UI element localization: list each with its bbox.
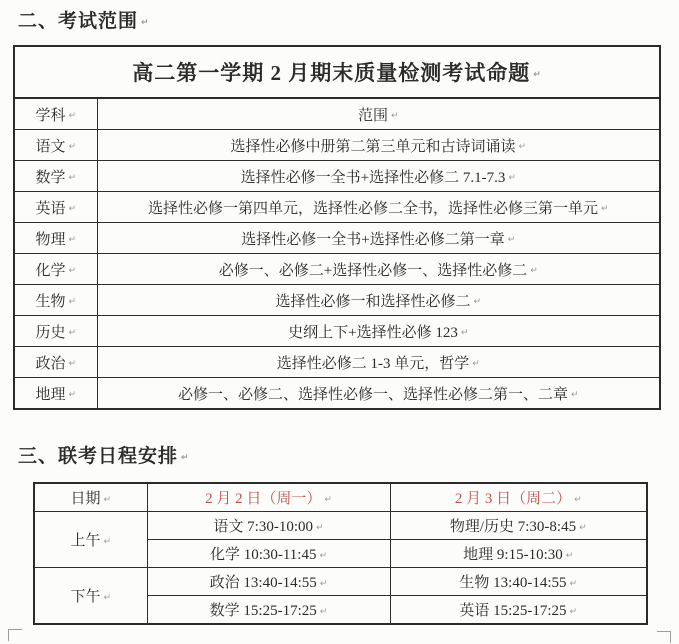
scope-cell bbox=[97, 254, 660, 285]
subject-cell bbox=[14, 161, 97, 192]
paragraph-mark: ↵ bbox=[574, 494, 582, 505]
scope-cell bbox=[97, 347, 660, 378]
table-row bbox=[14, 130, 660, 161]
paragraph-mark: ↵ bbox=[68, 173, 77, 184]
subject-text: 地理 bbox=[35, 386, 66, 403]
scope-text: 选择性必修一第四单元，选择性必修二全书，选择性必修三第一单元 bbox=[147, 200, 598, 217]
scope-text: 必修一、必修二+选择性必修一、选择性必修二 bbox=[218, 262, 528, 279]
paragraph-mark: ↵ bbox=[319, 578, 328, 589]
exam-slot-text: 生物 13:40-14:55 bbox=[459, 575, 567, 591]
paragraph-mark: ↵ bbox=[530, 266, 538, 277]
exam-slot-text: 地理 9:15-10:30 bbox=[463, 547, 563, 563]
subject-cell bbox=[14, 316, 97, 347]
paragraph-mark: ↵ bbox=[316, 522, 324, 533]
schedule-row bbox=[34, 512, 647, 540]
exam-slot-cell bbox=[390, 568, 647, 596]
paragraph-mark: ↵ bbox=[569, 578, 578, 589]
header-subject-text: 学科 bbox=[35, 107, 66, 124]
paragraph-mark: ↵ bbox=[68, 204, 77, 215]
scope-text: 必修一、必修二、选择性必修一、选择性必修二第一、二章 bbox=[177, 386, 568, 403]
scope-text: 选择性必修中册第二第三单元和古诗词诵读 bbox=[230, 138, 516, 155]
page-corner-mark bbox=[657, 631, 671, 643]
paragraph-mark: ↵ bbox=[579, 522, 587, 533]
paragraph-mark: ↵ bbox=[68, 111, 77, 122]
paragraph-mark: ↵ bbox=[141, 17, 150, 28]
table-header-row bbox=[14, 98, 660, 130]
exam-slot-cell bbox=[390, 512, 647, 540]
table-row bbox=[14, 347, 660, 378]
paragraph-mark: ↵ bbox=[460, 328, 469, 339]
scope-cell bbox=[97, 285, 660, 316]
subject-cell bbox=[14, 192, 97, 223]
subject-text: 数学 bbox=[35, 169, 66, 186]
table-row bbox=[14, 254, 660, 285]
paragraph-mark: ↵ bbox=[518, 142, 527, 153]
paragraph-mark: ↵ bbox=[68, 266, 77, 277]
exam-slot-text: 物理/历史 7:30-8:45 bbox=[449, 519, 577, 535]
morning-label-cell bbox=[34, 512, 147, 568]
paragraph-mark: ↵ bbox=[473, 297, 482, 308]
paragraph-mark: ↵ bbox=[565, 550, 574, 561]
exam-slot-cell bbox=[390, 596, 647, 625]
paragraph-mark: ↵ bbox=[68, 390, 77, 401]
paragraph-mark: ↵ bbox=[103, 592, 112, 603]
subject-cell bbox=[14, 223, 97, 254]
page-corner-mark bbox=[8, 629, 22, 641]
paragraph-mark: ↵ bbox=[103, 536, 112, 547]
table-title-cell bbox=[14, 46, 660, 98]
date-day1-text: 2 月 2 日（周一） bbox=[205, 491, 322, 507]
paragraph-mark: ↵ bbox=[507, 235, 516, 246]
exam-slot-cell bbox=[147, 540, 390, 568]
subject-text: 物理 bbox=[35, 231, 66, 248]
date-day2-cell bbox=[390, 483, 647, 512]
scope-cell bbox=[97, 316, 660, 347]
header-subject-cell bbox=[14, 98, 97, 130]
paragraph-mark: ↵ bbox=[390, 111, 399, 122]
subject-text: 语文 bbox=[35, 138, 66, 155]
exam-slot-text: 语文 7:30-10:00 bbox=[213, 519, 314, 535]
date-day1-cell bbox=[147, 483, 390, 512]
scope-cell bbox=[97, 378, 660, 410]
scope-cell bbox=[97, 130, 660, 161]
section-heading-schedule bbox=[18, 441, 190, 468]
schedule-row bbox=[34, 568, 647, 596]
table-row bbox=[14, 161, 660, 192]
exam-scope-table bbox=[13, 45, 661, 410]
subject-text: 英语 bbox=[35, 200, 66, 217]
exam-schedule-table bbox=[33, 482, 648, 625]
scope-text: 选择性必修一全书+选择性必修二第一章 bbox=[241, 231, 505, 248]
paragraph-mark: ↵ bbox=[68, 328, 77, 339]
table-row bbox=[14, 316, 660, 347]
table-row bbox=[14, 378, 660, 410]
afternoon-label-cell bbox=[34, 568, 147, 625]
paragraph-mark: ↵ bbox=[533, 70, 542, 81]
paragraph-mark: ↵ bbox=[600, 204, 609, 215]
subject-cell bbox=[14, 285, 97, 316]
afternoon-label-text: 下午 bbox=[70, 589, 101, 605]
paragraph-mark: ↵ bbox=[68, 142, 77, 153]
exam-slot-cell bbox=[147, 512, 390, 540]
exam-slot-cell bbox=[147, 596, 390, 625]
subject-cell bbox=[14, 130, 97, 161]
scope-text: 选择性必修二 1-3 单元，哲学 bbox=[276, 355, 470, 372]
scope-cell bbox=[97, 161, 660, 192]
scope-text: 选择性必修一全书+选择性必修二 7.1-7.3 bbox=[240, 169, 506, 186]
paragraph-mark: ↵ bbox=[181, 452, 190, 463]
subject-text: 生物 bbox=[35, 293, 66, 310]
paragraph-mark: ↵ bbox=[68, 235, 77, 246]
table-title-row bbox=[14, 46, 660, 98]
paragraph-mark: ↵ bbox=[472, 359, 480, 370]
section-heading-exam-scope bbox=[18, 6, 150, 33]
scope-cell bbox=[97, 192, 660, 223]
paragraph-mark: ↵ bbox=[508, 173, 516, 184]
scope-text: 史纲上下+选择性必修 123 bbox=[288, 324, 458, 341]
scope-cell bbox=[97, 223, 660, 254]
date-label-text: 日期 bbox=[70, 491, 101, 507]
scope-text: 选择性必修一和选择性必修二 bbox=[275, 293, 471, 310]
exam-slot-cell bbox=[147, 568, 390, 596]
exam-slot-text: 政治 13:40-14:55 bbox=[209, 575, 317, 591]
paragraph-mark: ↵ bbox=[570, 390, 579, 401]
subject-cell bbox=[14, 347, 97, 378]
exam-slot-text: 化学 10:30-11:45 bbox=[209, 547, 317, 563]
header-scope-cell bbox=[97, 98, 660, 130]
exam-slot-text: 数学 15:25-17:25 bbox=[209, 603, 317, 619]
subject-cell bbox=[14, 254, 97, 285]
date-label-cell bbox=[34, 483, 147, 512]
table-title-text: 高二第一学期 2 月期末质量检测考试命题 bbox=[132, 61, 531, 85]
exam-slot-text: 英语 15:25-17:25 bbox=[459, 603, 567, 619]
section-heading-text: 二、考试范围 bbox=[18, 11, 139, 32]
morning-label-text: 上午 bbox=[70, 533, 101, 549]
paragraph-mark: ↵ bbox=[103, 494, 112, 505]
header-scope-text: 范围 bbox=[357, 107, 388, 124]
exam-slot-cell bbox=[390, 540, 647, 568]
date-day2-text: 2 月 3 日（周二） bbox=[454, 491, 572, 507]
subject-text: 历史 bbox=[35, 324, 66, 341]
paragraph-mark: ↵ bbox=[569, 606, 578, 617]
subject-text: 政治 bbox=[35, 355, 66, 372]
table-row bbox=[14, 223, 660, 254]
schedule-header-row bbox=[34, 483, 647, 512]
table-row bbox=[14, 285, 660, 316]
paragraph-mark: ↵ bbox=[319, 606, 328, 617]
section-heading-text: 三、联考日程安排 bbox=[18, 446, 179, 467]
paragraph-mark: ↵ bbox=[68, 359, 77, 370]
paragraph-mark: ↵ bbox=[319, 550, 328, 561]
subject-text: 化学 bbox=[35, 262, 66, 279]
subject-cell bbox=[14, 378, 97, 410]
table-row bbox=[14, 192, 660, 223]
paragraph-mark: ↵ bbox=[68, 297, 77, 308]
paragraph-mark: ↵ bbox=[324, 494, 332, 505]
